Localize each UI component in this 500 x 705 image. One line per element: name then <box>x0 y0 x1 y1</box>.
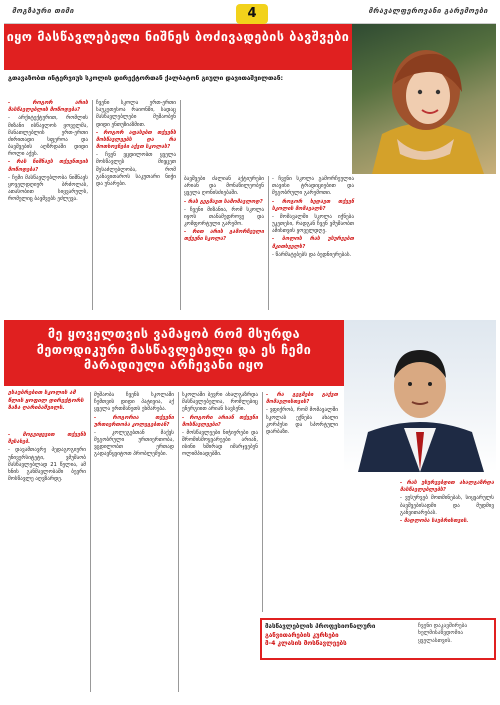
interview-question: - მადლობა საუბრისთვის. <box>400 517 469 524</box>
article2-column-2 <box>94 392 174 460</box>
interview-question: - რას უსურვებდით ახალგაზრდა მასწავლებლებს? <box>400 480 494 494</box>
interview-answer: - მომავალში სკოლა იქნება უკეთესი, რადგან ჩვენ ვმუშაობთ ამისთვის ყოველდღე. <box>272 213 354 235</box>
interview-answer: - დავამთავრე პედაგოგიური უნივერსიტეტი, ვმუშაობ მასწავლებლად 21 წელია, ამ ხნის განმავლობაში ბევრი მოსწავლე აღვზარდე. <box>8 447 86 483</box>
header-left-section: მოგზაური თიმი <box>12 7 75 15</box>
article1-column-4 <box>272 176 354 260</box>
article2-column-4 <box>266 392 338 437</box>
article2-lead: ესაუბრებით სკოლის ამ წლის ყოფილ დირექტორს ზაზა ღარიბაშვილს. <box>8 390 84 412</box>
interview-answer: მუშაობა ჩვენს სკოლაში ჩემთვის დიდი პატივია, აქ ყველა ერთმანეთს ეხმარება. <box>94 392 174 413</box>
interview-question: - მოგვიყევით თქვენს შესახებ. <box>8 432 86 446</box>
interview-answer: - ვფიქრობ, რომ მომავალში სკოლას ექნება ახალი კორპუსი და სპორტული დარბაზი. <box>266 407 338 435</box>
article2-column-3 <box>182 392 258 460</box>
column-divider <box>180 100 181 310</box>
interview-answer: - ვუსურვებ მოთმინებას, სიყვარულს ბავშვებისადმი და მუდმივ განვითარებას. <box>400 495 494 516</box>
page-header <box>4 4 496 24</box>
portrait-man-photo <box>344 320 496 472</box>
ad-accent-line-2: მ-4 კლასის მოსწავლეებს <box>265 640 347 648</box>
column-divider <box>262 392 263 612</box>
article1-column-2 <box>96 100 176 189</box>
interview-answer: - არქიტექტურით, რომლის მიზანი ისწავლოს ყოველმა, მანათლებლის ერთ-ერთი ძირითადი სფეროა და ბავშვების აღზრდაში დიდი როლი აქვს. <box>8 115 88 158</box>
ad-title: მასწავლებლის პროფესიონალური <box>265 623 376 630</box>
article1-column-3 <box>184 176 264 245</box>
ad-right-text: ჩვენი დაკავშირება ხელმისაწვდომია ყველასთვის. <box>418 623 468 644</box>
interview-answer: - კოლეგებთან მაქვს მეგობრული ურთიერთობა, ვცდილობთ ერთად გადავწყვიტოთ პრობლემები. <box>94 429 174 458</box>
interview-answer: - ჩემი მასწავლებლობა ნიშნავს ყოველდღიურ ბრძოლას, ათასობით სიყვარულს, რომელიც ბავშვებს ეძლევა. <box>8 174 88 203</box>
page-number: 4 <box>236 4 268 24</box>
interview-question: - როგორია თქვენი ურთიერთობა კოლეგებთან? <box>94 414 174 428</box>
ad-text <box>265 623 413 649</box>
article2-column-5 <box>400 480 494 526</box>
article1-intro: გთავაზობთ ინტერვიუს სკოლის დირექტორთან ქალბატონ გიული დავითაშვილთან: <box>8 74 284 82</box>
interview-answer: - წარმატებებს და ბედნიერებას. <box>272 251 352 258</box>
article1-column-1 <box>8 100 88 204</box>
column-divider <box>92 100 93 310</box>
interview-question: - რას გეგმავთ სამომავლოდ? <box>184 198 263 205</box>
interview-question: - რა გეგმები გაქვთ მომავლისთვის? <box>266 392 338 406</box>
article2-column-1 <box>8 432 86 484</box>
interview-answer: ჩვენი სკოლა ერთ-ერთი საუკეთესოა რაიონში, სადაც მასწავლებლები მუშაობენ დიდი ენთუზიაზმით. <box>96 100 176 128</box>
interview-answer: სკოლაში ბევრი ახალგაზრდა მასწავლებელია, რომლებიც ენერგიით არიან სავსენი. <box>182 392 258 413</box>
column-divider <box>178 392 179 692</box>
interview-question: - როგორ არის მასწავლებლის მოწოდება? <box>8 100 88 114</box>
ad-accent-line-1: განვითარების კურსები <box>265 631 339 639</box>
interview-question: - როგორ აფასებთ თქვენს მოსწავლეებს და რა მოთხოვნები აქვთ სკოლას? <box>96 129 176 151</box>
interview-answer: - ჩვენ ვცდილობთ ყველა მოსწავლეს მივცეთ შესაძლებლობა, რომ განავითაროს საკუთარი ნიჭი და უნარები. <box>96 152 176 187</box>
interview-answer: - ჩვენი სკოლა გამორჩეულია თავისი ტრადიციებით და მეგობრული გარემოთი. <box>272 176 354 197</box>
interview-answer: ბავშვები ძალიან აქტიურები არიან და მონაწილეობენ ყველა ღონისძიებაში. <box>184 176 264 197</box>
interview-question: - როგორი არიან თქვენი მოსწავლეები? <box>182 414 258 428</box>
interview-question: - რას ნიშნავს თქვენთვის მოწოდება? <box>8 159 88 173</box>
column-divider <box>90 392 91 692</box>
article1-headline: იყო მასწავლებელი ნიშნეს ბოძივადების ბავშვები <box>4 24 352 70</box>
header-right-section: მრავალფეროვანი გარემოები <box>368 7 488 15</box>
interview-question: - ბოლოს რას უსურვებთ მკითხველს? <box>272 236 354 250</box>
interview-question: - რით არის გამორჩეული თქვენი სკოლა? <box>184 229 264 243</box>
advertisement-box <box>260 618 496 660</box>
interview-question: - როგორ ხედავთ თქვენ სკოლის მომავალს? <box>272 198 354 212</box>
portrait-woman-photo <box>352 24 496 174</box>
article2-headline: მე ყოველთვის ვამაყობ რომ მსურდა მეთოდიკური მასწავლებელი და ეს ჩემი მარადიული არჩევანი იყო <box>4 320 344 386</box>
interview-answer: - ჩვენი მიზანია, რომ სკოლა იყოს თანამედროვე და კომფორტული გარემო. <box>184 206 264 228</box>
column-divider <box>268 176 269 310</box>
interview-answer: - მოსწავლეები ნიჭიერები და შრომისმოყვარეები არიან, ისინი ხშირად იმარჯვებენ ოლიმპიადებში. <box>182 429 258 458</box>
